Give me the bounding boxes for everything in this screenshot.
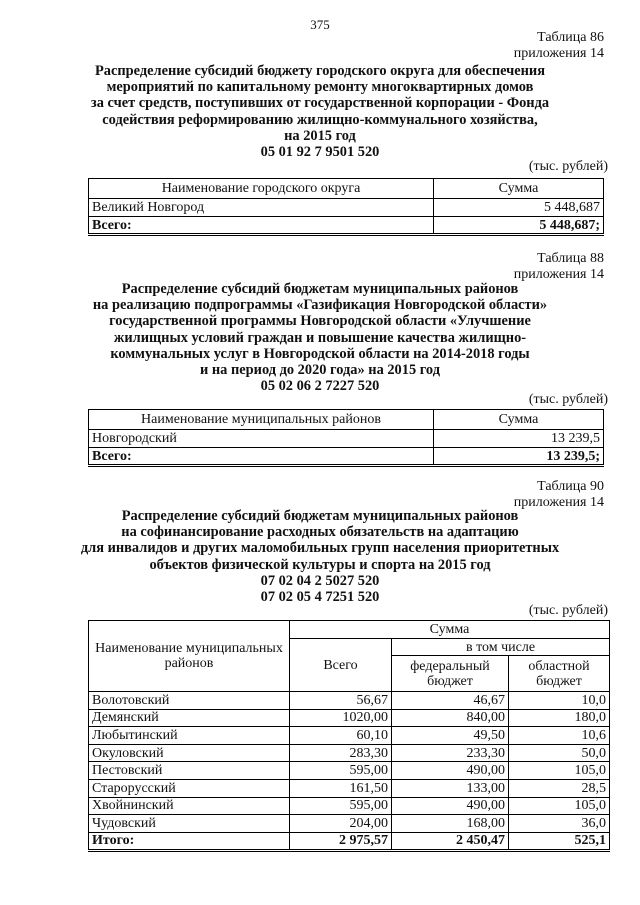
cell-federal: 840,00	[392, 709, 509, 727]
cell-regional: 105,0	[509, 762, 610, 780]
cell-name: Великий Новгород	[89, 199, 434, 217]
title-line: Распределение субсидий бюджетам муниципальных районов	[121, 281, 519, 297]
cell-total: 283,30	[290, 744, 392, 762]
table-row	[89, 797, 610, 815]
header-sum: Сумма	[290, 621, 610, 639]
table-header-row	[89, 410, 604, 430]
header-name: Наименование муниципальных районов	[89, 621, 290, 692]
table-header-row	[89, 179, 604, 199]
cell-federal: 168,00	[392, 815, 509, 833]
total-regional: 525,1	[509, 832, 610, 850]
table-88	[88, 409, 604, 467]
title-line: коммунальных услуг в Новгородской области на 2014-2018 годы	[110, 345, 530, 362]
header-sum: Сумма	[434, 410, 604, 430]
table-86-ref-line2: приложения 14	[513, 46, 604, 61]
cell-name: Любытинский	[89, 727, 290, 745]
title-code: 05 02 06 2 7227 520	[260, 378, 380, 395]
cell-total: 161,50	[290, 779, 392, 797]
table-header-row	[89, 621, 610, 639]
table-90	[88, 620, 610, 852]
title-code: 05 01 92 7 9501 520	[260, 144, 380, 161]
title-line: за счет средств, поступивших от государственной корпорации - Фонда	[90, 95, 550, 112]
cell-name: Демянский	[89, 709, 290, 727]
cell-federal: 46,67	[392, 692, 509, 710]
cell-total: 595,00	[290, 762, 392, 780]
table-total-row	[89, 217, 604, 235]
cell-total: 595,00	[290, 797, 392, 815]
cell-total: 204,00	[290, 815, 392, 833]
total-total: 2 975,57	[290, 832, 392, 850]
table-row	[89, 727, 610, 745]
table-86-unit: (тыс. рублей)	[528, 159, 608, 174]
title-line: государственной программы Новгородской области «Улучшение	[109, 313, 531, 330]
cell-sum: 5 448,687	[434, 199, 604, 217]
table-row	[89, 692, 610, 710]
table-row	[89, 199, 604, 217]
page-number: 375	[310, 17, 330, 32]
cell-regional: 36,0	[509, 815, 610, 833]
cell-federal: 490,00	[392, 762, 509, 780]
cell-federal: 233,30	[392, 744, 509, 762]
table-90-title	[40, 508, 600, 605]
table-row	[89, 430, 604, 448]
total-federal: 2 450,47	[392, 832, 509, 850]
title-code: 07 02 04 2 5027 520	[260, 572, 380, 589]
cell-regional: 180,0	[509, 709, 610, 727]
table-row	[89, 815, 610, 833]
table-86-reference	[514, 30, 604, 62]
cell-total: 1020,00	[290, 709, 392, 727]
title-line: содействия реформированию жилищно-коммунального хозяйства,	[102, 111, 538, 128]
total-sum: 13 239,5;	[434, 448, 604, 466]
table-90-ref-line1: Таблица 90	[537, 479, 604, 494]
table-row	[89, 709, 610, 727]
cell-name: Окуловский	[89, 744, 290, 762]
table-88-ref-line2: приложения 14	[513, 267, 604, 282]
title-line: на софинансирование расходных обязательств на адаптацию	[121, 524, 519, 541]
title-line: на 2015 год	[284, 127, 356, 144]
cell-name: Пестовский	[89, 762, 290, 780]
table-row	[89, 779, 610, 797]
cell-regional: 50,0	[509, 744, 610, 762]
table-86	[88, 178, 604, 236]
header-including: в том числе	[392, 639, 610, 656]
header-name: Наименование муниципальных районов	[89, 410, 434, 430]
cell-regional: 10,0	[509, 692, 610, 710]
title-code: 07 02 05 4 7251 520	[260, 589, 380, 606]
cell-federal: 133,00	[392, 779, 509, 797]
total-label: Итого:	[89, 832, 290, 850]
table-row	[89, 762, 610, 780]
title-line: на реализацию подпрограммы «Газификация Новгородской области»	[92, 297, 548, 314]
total-sum: 5 448,687;	[434, 217, 604, 235]
table-90-reference	[514, 479, 604, 511]
total-label: Всего:	[89, 448, 434, 466]
cell-name: Хвойнинский	[89, 797, 290, 815]
header-name: Наименование городского округа	[89, 179, 434, 199]
cell-total: 56,67	[290, 692, 392, 710]
cell-sum: 13 239,5	[434, 430, 604, 448]
total-label: Всего:	[89, 217, 434, 235]
table-88-reference	[514, 251, 604, 283]
header-regional: областной бюджет	[509, 656, 610, 692]
cell-regional: 28,5	[509, 779, 610, 797]
cell-name: Волотовский	[89, 692, 290, 710]
table-88-unit: (тыс. рублей)	[528, 392, 608, 407]
title-line: Распределение субсидий бюджетам муниципальных районов	[121, 508, 519, 524]
cell-name: Чудовский	[89, 815, 290, 833]
title-line: мероприятий по капитальному ремонту многоквартирных домов	[106, 79, 534, 96]
cell-regional: 10,6	[509, 727, 610, 745]
cell-total: 60,10	[290, 727, 392, 745]
title-line: для инвалидов и других маломобильных групп населения приоритетных	[80, 540, 560, 557]
title-line: и на период до 2020 года» на 2015 год	[200, 362, 440, 379]
cell-regional: 105,0	[509, 797, 610, 815]
cell-name: Старорусский	[89, 779, 290, 797]
title-line: объектов физической культуры и спорта на 2015 год	[149, 556, 491, 573]
header-federal: федеральный бюджет	[392, 656, 509, 692]
title-line: жилищных условий граждан и повышение качества жилищно-	[113, 329, 527, 346]
title-line: Распределение субсидий бюджету городского округа для обеспечения	[94, 63, 546, 79]
table-86-title	[40, 63, 600, 160]
table-90-ref-line2: приложения 14	[513, 495, 604, 510]
table-total-row	[89, 448, 604, 466]
table-86-ref-line1: Таблица 86	[537, 30, 604, 45]
cell-federal: 49,50	[392, 727, 509, 745]
cell-name: Новгородский	[89, 430, 434, 448]
table-88-title	[40, 281, 600, 394]
header-total: Всего	[290, 639, 392, 692]
header-sum: Сумма	[434, 179, 604, 199]
table-88-ref-line1: Таблица 88	[537, 251, 604, 266]
table-90-unit: (тыс. рублей)	[528, 603, 608, 618]
table-row	[89, 744, 610, 762]
table-total-row	[89, 832, 610, 850]
cell-federal: 490,00	[392, 797, 509, 815]
